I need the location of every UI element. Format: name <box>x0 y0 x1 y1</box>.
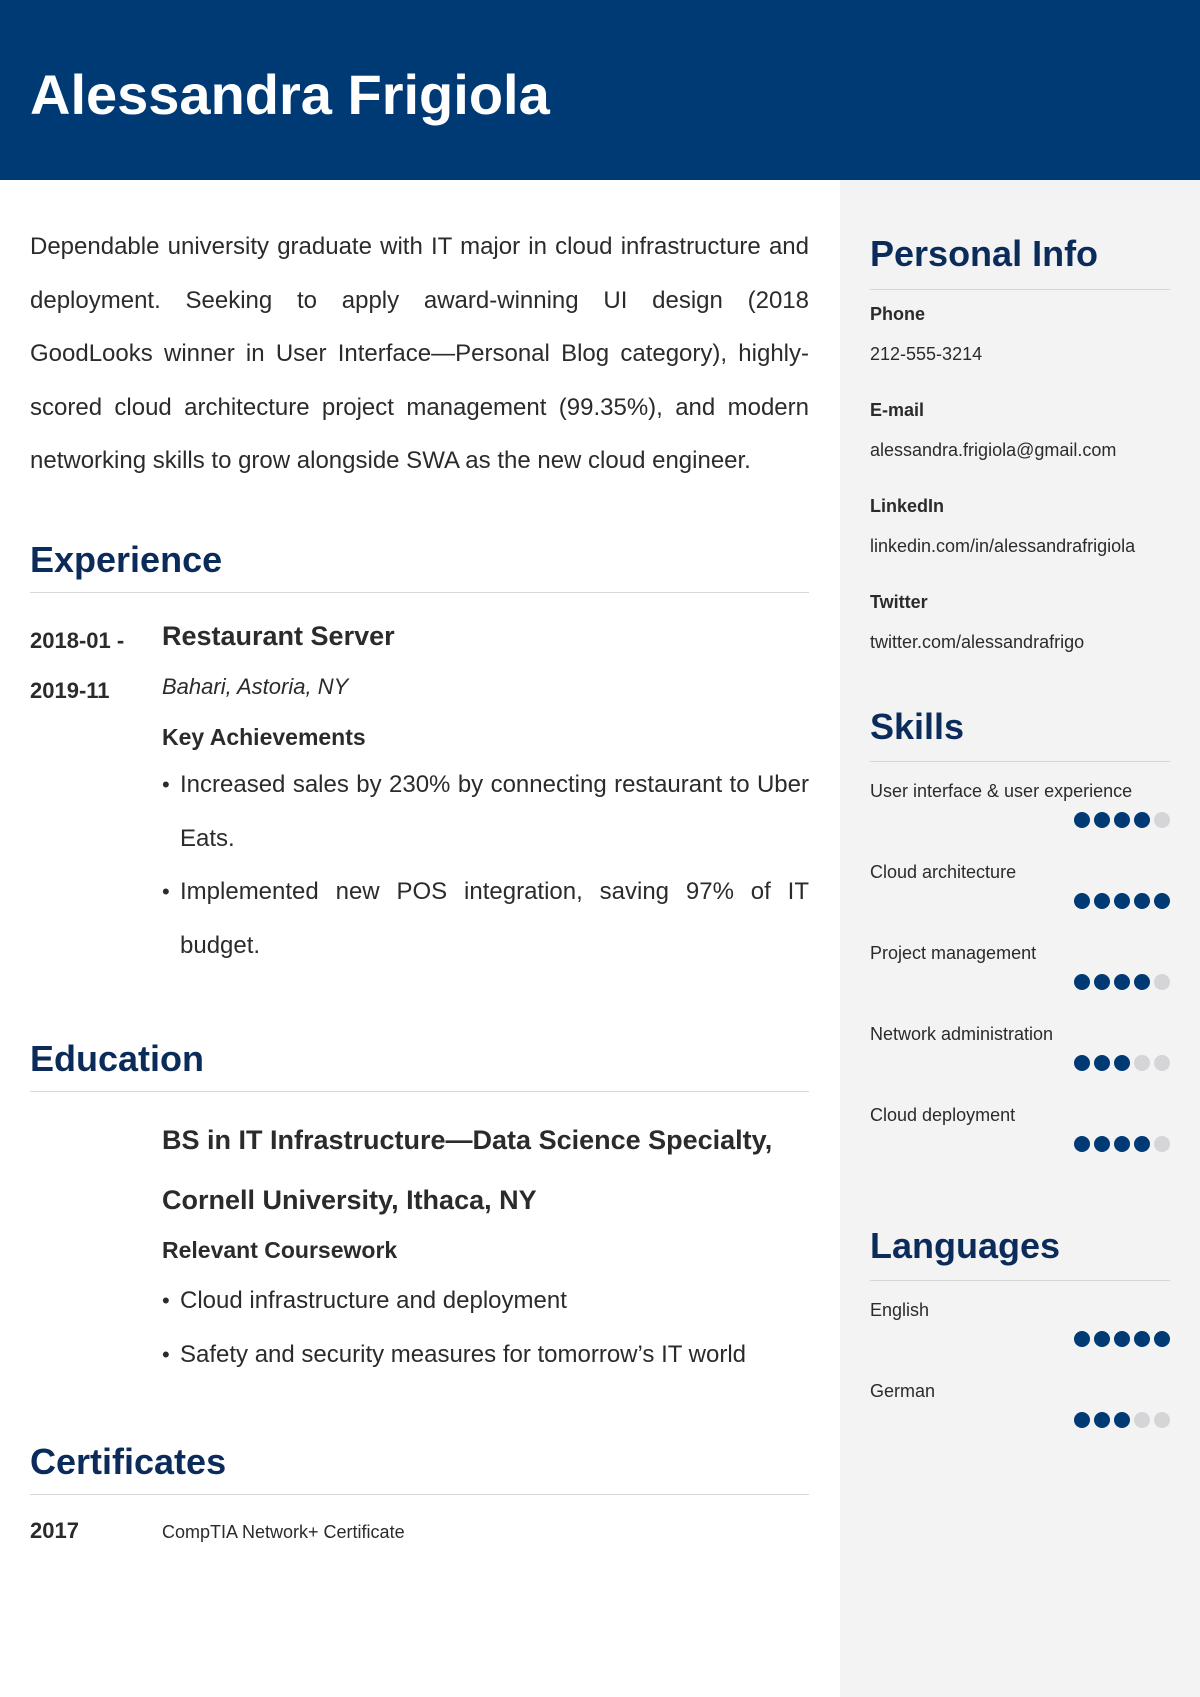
linkedin-value[interactable]: linkedin.com/in/alessandrafrigiola <box>870 536 1136 556</box>
rating-dot-filled <box>1094 1055 1110 1071</box>
coursework-subheading: Relevant Coursework <box>162 1237 398 1263</box>
languages-heading: Languages <box>870 1225 1061 1266</box>
rating-dot-filled <box>1134 974 1150 990</box>
header-banner <box>0 0 1200 180</box>
list-item: • Increased sales by 230% by connecting restaurant to Uber Eats. <box>162 758 809 865</box>
experience-heading: Experience <box>30 539 223 580</box>
phone-value[interactable]: 212-555-3214 <box>870 344 983 364</box>
skill-rating <box>1074 1055 1170 1071</box>
rating-dot-filled <box>1094 1136 1110 1152</box>
twitter-value[interactable]: twitter.com/alessandrafrigo <box>870 632 1085 652</box>
summary-paragraph: Dependable university graduate with IT major in cloud infrastructure and deployment. Seeking to apply award-winning UI design (2018 GoodLooks winner in User Interface—Personal Blog category), highly-scored cloud architecture project management (99.35%), and modern networking skills to grow alongside SWA as the new cloud engineer. <box>30 233 809 474</box>
rating-dot-filled <box>1114 974 1130 990</box>
skill-name: Cloud deployment <box>870 1105 1016 1125</box>
rating-dot-filled <box>1134 893 1150 909</box>
language-name: English <box>870 1300 930 1320</box>
skills-divider <box>870 761 1170 762</box>
email-value[interactable]: alessandra.frigiola@gmail.com <box>870 440 1117 460</box>
rating-dot-filled <box>1094 974 1110 990</box>
candidate-name: Alessandra Frigiola <box>30 63 550 126</box>
list-item: • Safety and security measures for tomorrow’s IT world <box>162 1328 809 1382</box>
job-entry <box>162 616 809 972</box>
coursework-bullets <box>162 1274 809 1381</box>
sidebar <box>840 180 1200 1697</box>
skill-item <box>870 778 1170 859</box>
rating-dot-filled <box>1134 812 1150 828</box>
rating-dot-filled <box>1154 1331 1170 1347</box>
personal-info-divider <box>870 289 1170 290</box>
rating-dot-empty <box>1154 812 1170 828</box>
skill-name: Network administration <box>870 1024 1054 1044</box>
job-location: Bahari, Astoria, NY <box>162 674 349 699</box>
languages-divider <box>870 1280 1170 1281</box>
rating-dot-filled <box>1074 893 1090 909</box>
rating-dot-filled <box>1074 1055 1090 1071</box>
rating-dot-filled <box>1074 812 1090 828</box>
degree-title: BS in IT Infrastructure—Data Science Specialty, Cornell University, Ithaca, NY <box>162 1125 773 1215</box>
skill-name: User interface & user experience <box>870 781 1133 801</box>
rating-dot-filled <box>1114 893 1130 909</box>
certificates-divider <box>30 1494 809 1495</box>
skill-item <box>870 1102 1170 1183</box>
language-rating <box>1074 1331 1170 1347</box>
education-entry <box>162 1110 809 1381</box>
rating-dot-empty <box>1134 1055 1150 1071</box>
job-dates <box>30 616 150 716</box>
certificate-name: CompTIA Network+ Certificate <box>162 1522 405 1542</box>
language-name: German <box>870 1381 936 1401</box>
language-item <box>870 1378 1170 1459</box>
rating-dot-filled <box>1114 1412 1130 1428</box>
certificate-year: 2017 <box>30 1518 79 1543</box>
rating-dot-empty <box>1154 974 1170 990</box>
skill-name: Cloud architecture <box>870 862 1017 882</box>
linkedin-label: LinkedIn <box>870 496 945 516</box>
rating-dot-empty <box>1134 1412 1150 1428</box>
job-date-start: 2018-01 - <box>30 628 125 653</box>
rating-dot-filled <box>1114 1055 1130 1071</box>
skills-list <box>870 778 1170 1183</box>
rating-dot-filled <box>1114 812 1130 828</box>
skill-rating <box>1074 974 1170 990</box>
rating-dot-filled <box>1074 1136 1090 1152</box>
rating-dot-filled <box>1114 1331 1130 1347</box>
rating-dot-empty <box>1154 1055 1170 1071</box>
phone-label: Phone <box>870 304 926 324</box>
main-column <box>30 220 809 1543</box>
skill-item <box>870 940 1170 1021</box>
email-label: E-mail <box>870 400 925 420</box>
education-heading: Education <box>30 1038 205 1079</box>
rating-dot-filled <box>1094 893 1110 909</box>
job-date-end: 2019-11 <box>30 678 110 703</box>
rating-dot-empty <box>1154 1412 1170 1428</box>
rating-dot-filled <box>1074 1331 1090 1347</box>
rating-dot-filled <box>1074 974 1090 990</box>
rating-dot-filled <box>1134 1331 1150 1347</box>
rating-dot-filled <box>1094 1412 1110 1428</box>
personal-info-list <box>870 301 1170 685</box>
skill-rating <box>1074 893 1170 909</box>
personal-info-heading: Personal Info <box>870 233 1099 274</box>
languages-list <box>870 1297 1170 1459</box>
rating-dot-filled <box>1134 1136 1150 1152</box>
rating-dot-empty <box>1154 1136 1170 1152</box>
rating-dot-filled <box>1094 1331 1110 1347</box>
experience-divider <box>30 592 809 593</box>
job-bullets <box>162 758 809 972</box>
skill-rating <box>1074 1136 1170 1152</box>
rating-dot-filled <box>1114 1136 1130 1152</box>
skill-name: Project management <box>870 943 1037 963</box>
job-title: Restaurant Server <box>162 621 395 651</box>
twitter-label: Twitter <box>870 592 928 612</box>
language-rating <box>1074 1412 1170 1428</box>
skills-heading: Skills <box>870 706 965 747</box>
rating-dot-filled <box>1074 1412 1090 1428</box>
certificates-heading: Certificates <box>30 1441 227 1482</box>
education-divider <box>30 1091 809 1092</box>
skill-item <box>870 1021 1170 1102</box>
skill-item <box>870 859 1170 940</box>
rating-dot-filled <box>1154 893 1170 909</box>
job-subheading: Key Achievements <box>162 724 366 750</box>
list-item: • Cloud infrastructure and deployment <box>162 1274 809 1328</box>
skill-rating <box>1074 812 1170 828</box>
language-item <box>870 1297 1170 1378</box>
list-item: • Implemented new POS integration, saving 97% of IT budget. <box>162 865 809 972</box>
rating-dot-filled <box>1094 812 1110 828</box>
